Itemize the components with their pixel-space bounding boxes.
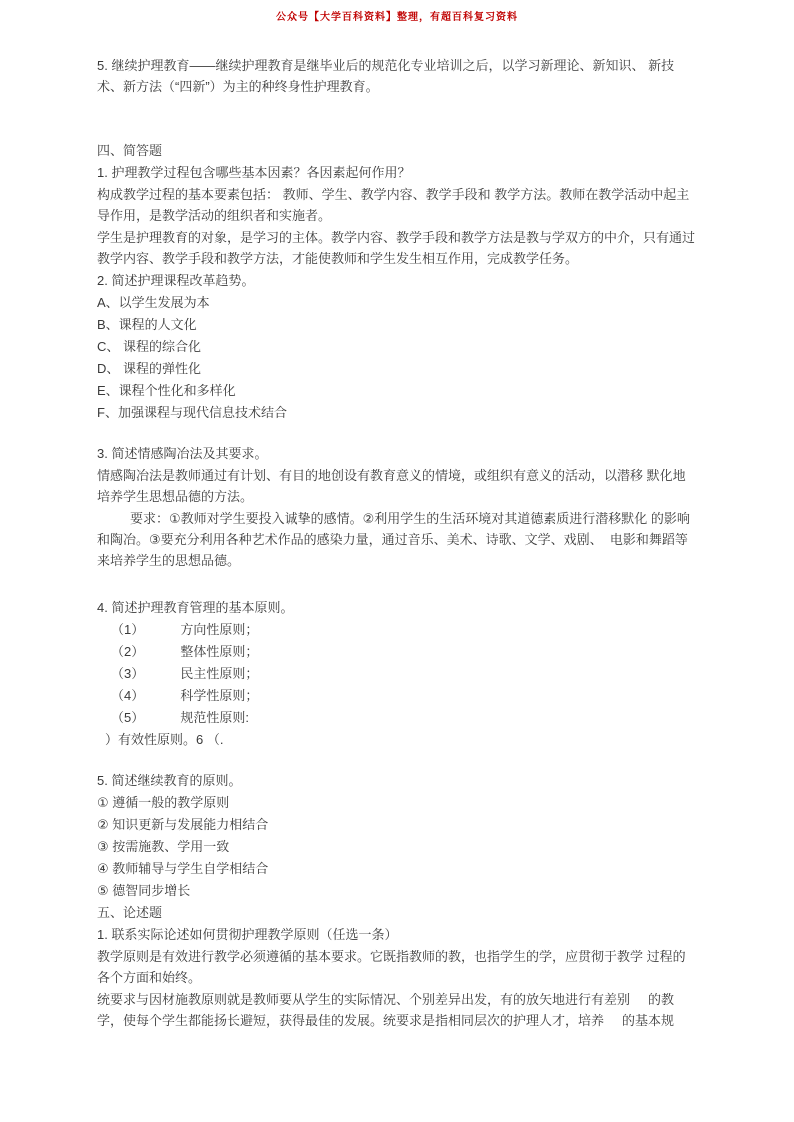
- q4-principle-6: ）有效性原则。6 （.: [105, 732, 224, 747]
- q5-item-5: ⑤ 德智同步增长: [97, 883, 191, 898]
- q4-principle-2: （2） 整体性原则；: [111, 644, 259, 659]
- q2-option-c: C、 课程的综合化: [97, 339, 202, 354]
- q4-principle-1: （1） 方向性原则；: [111, 622, 259, 637]
- q4-principle-4: （4） 科学性原则；: [111, 688, 259, 703]
- q5-item-1: ① 遵循一般的教学原则: [97, 795, 230, 810]
- essay-q1-answer-paragraph-1: 教学原则是有效进行教学必须遵循的基本要求。它既指教师的教，也指学生的学，应贯彻于教学 过程的各个方面和始终。: [97, 949, 686, 985]
- q1-question: 1. 护理教学过程包含哪些基本因素？各因素起何作用？: [97, 165, 411, 180]
- header-notice: 公众号【大学百科资料】整理，有超百科复习资料: [276, 12, 518, 23]
- essay-q1-question: 1. 联系实际论述如何贯彻护理教学原则（任选一条）: [97, 927, 398, 942]
- q3-question: 3. 简述情感陶冶法及其要求。: [97, 446, 268, 461]
- q2-option-d: D、 课程的弹性化: [97, 361, 202, 376]
- q5-item-4: ④ 教师辅导与学生自学相结合: [97, 861, 269, 876]
- section-heading-short-answer: 四、简答题: [97, 143, 163, 158]
- q4-principle-5: （5） 规范性原则:: [111, 710, 249, 725]
- q4-principle-3: （3） 民主性原则；: [111, 666, 259, 681]
- section-heading-essay: 五、论述题: [97, 905, 163, 920]
- q5-item-3: ③ 按需施教、学用一致: [97, 839, 230, 854]
- q2-option-a: A、以学生发展为本: [97, 295, 210, 310]
- q4-question: 4. 简述护理教育管理的基本原则。: [97, 600, 294, 615]
- q3-definition: 情感陶冶法是教师通过有计划、有目的地创设有教育意义的情境，或组织有意义的活动，以潜移 默化地培养学生思想品德的方法。: [97, 468, 686, 504]
- q5-question: 5. 简述继续教育的原则。: [97, 773, 242, 788]
- q2-option-b: B、课程的人文化: [97, 317, 197, 332]
- q2-option-f: F、加强课程与现代信息技术结合: [97, 405, 287, 420]
- q1-answer-paragraph-1: 构成教学过程的基本要素包括： 教师、学生、教学内容、教学手段和 教学方法。教师在教学活动中起主导作用，是教学活动的组织者和实施者。: [97, 187, 690, 223]
- q2-question: 2. 简述护理课程改革趋势。: [97, 273, 255, 288]
- document-body: [97, 55, 698, 1032]
- q5-item-2: ② 知识更新与发展能力相结合: [97, 817, 269, 832]
- q3-requirements: 要求：①教师对学生要投入诚挚的感情。②利用学生的生活环境对其道德素质进行潜移默化 的影响和陶冶。③要充分利用各种艺术作品的感染力量，通过音乐、美术、诗歌、文学、戏剧、 电影和舞蹈等来培养学生的思想品德。: [97, 511, 690, 568]
- defn-continuing-education: 5. 继续护理教育——继续护理教育是继毕业后的规范化专业培训之后，以学习新理论、新知识、 新技术、新方法（“四新”）为主的种终身性护理教育。: [97, 58, 675, 94]
- q1-answer-paragraph-2: 学生是护理教育的对象，是学习的主体。教学内容、教学手段和教学方法是教与学双方的中介，只有通过教学内容、教学手段和教学方法，才能使教师和学生发生相互作用，完成教学任务。: [97, 230, 696, 266]
- essay-q1-answer-paragraph-2: 统要求与因材施教原则就是教师要从学生的实际情况、个别差异出发，有的放矢地进行有差别 的教学，使每个学生都能扬长避短，获得最佳的发展。统要求是指相同层次的护理人才，培养 的基本规: [97, 992, 675, 1028]
- q2-option-e: E、课程个性化和多样化: [97, 383, 236, 398]
